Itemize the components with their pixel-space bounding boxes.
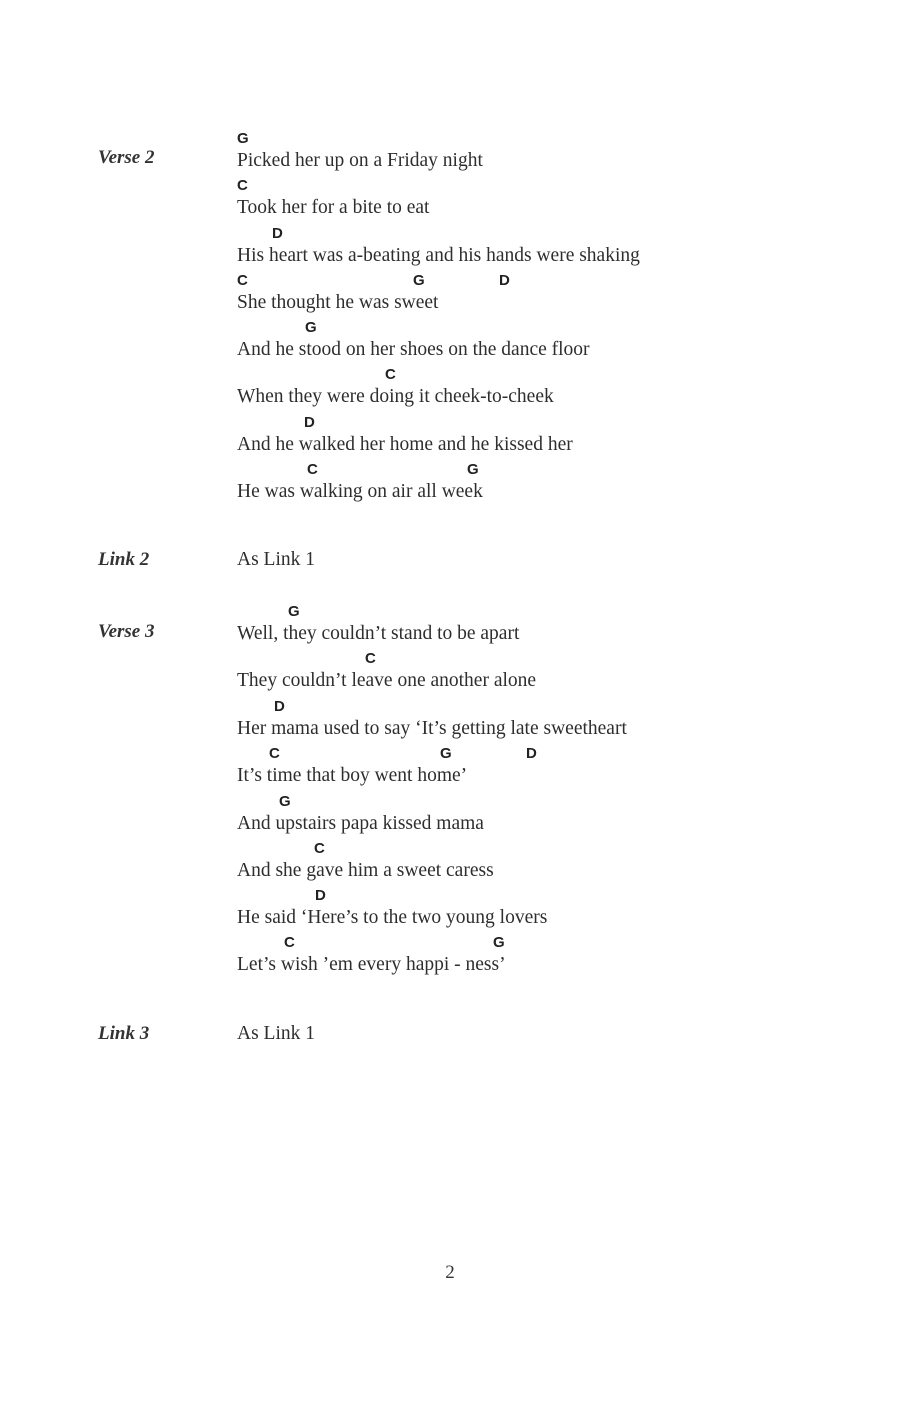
lyric-text: They couldn’t leave one another alone: [237, 670, 537, 691]
lyric-text: Well, they couldn’t stand to be apart: [237, 623, 520, 644]
chord: C: [284, 934, 295, 951]
chord: G: [413, 272, 425, 289]
chord: D: [304, 414, 315, 431]
lyric-line: [237, 225, 837, 273]
lyric-line: [237, 130, 837, 178]
chord: G: [467, 461, 479, 478]
chord: C: [307, 461, 318, 478]
lyric-line: [237, 934, 837, 982]
lyric-line: [237, 319, 837, 367]
lyric-line: [237, 793, 837, 841]
chord: G: [288, 603, 300, 620]
lyric-text: He was walking on air all week: [237, 481, 483, 502]
lyric-text: His heart was a-beating and his hands were shaking: [237, 245, 640, 266]
lyric-text: When they were doing it cheek-to-cheek: [237, 386, 554, 407]
section-label-link-2: Link 2: [98, 549, 150, 570]
chord: D: [274, 698, 285, 715]
link-2-text: As Link 1: [237, 549, 315, 570]
chord: C: [237, 272, 248, 289]
chord: G: [440, 745, 452, 762]
chord: C: [385, 366, 396, 383]
lyric-line: [237, 461, 837, 509]
lyric-line: [237, 414, 837, 462]
lyric-line: [237, 650, 837, 698]
lyric-line: [237, 177, 837, 225]
lyric-text: He said ‘Here’s to the two young lovers: [237, 907, 548, 928]
lyric-line: [237, 698, 837, 746]
lyric-line: [237, 603, 837, 651]
lyric-text: Let’s wish ’em every happi - ness’: [237, 954, 506, 975]
page-number: 2: [445, 1262, 455, 1283]
chord: D: [315, 887, 326, 904]
chord: G: [237, 130, 249, 147]
lyric-text: She thought he was sweet: [237, 292, 439, 313]
chord: G: [305, 319, 317, 336]
lyric-line: [237, 272, 837, 320]
lyric-line: [237, 745, 837, 793]
lyric-text: Picked her up on a Friday night: [237, 150, 483, 171]
chord: D: [526, 745, 537, 762]
chord: C: [237, 177, 248, 194]
chord: G: [493, 934, 505, 951]
chord: C: [365, 650, 376, 667]
lyric-text: And he walked her home and he kissed her: [237, 434, 573, 455]
lyric-line: [237, 887, 837, 935]
lyric-text: It’s time that boy went home’: [237, 765, 468, 786]
lyric-text: Took her for a bite to eat: [237, 197, 430, 218]
lyric-text: And upstairs papa kissed mama: [237, 813, 484, 834]
link-3-text: As Link 1: [237, 1023, 315, 1044]
lyric-text: And she gave him a sweet caress: [237, 860, 494, 881]
section-label-verse-3: Verse 3: [98, 621, 155, 642]
chord: D: [499, 272, 510, 289]
lyric-text: And he stood on her shoes on the dance floor: [237, 339, 590, 360]
section-label-verse-2: Verse 2: [98, 147, 155, 168]
section-label-link-3: Link 3: [98, 1023, 150, 1044]
lyric-line: [237, 366, 837, 414]
chord: D: [272, 225, 283, 242]
chord: G: [279, 793, 291, 810]
lyric-line: [237, 840, 837, 888]
lyric-text: Her mama used to say ‘It’s getting late sweetheart: [237, 718, 627, 739]
chord: C: [269, 745, 280, 762]
chord: C: [314, 840, 325, 857]
